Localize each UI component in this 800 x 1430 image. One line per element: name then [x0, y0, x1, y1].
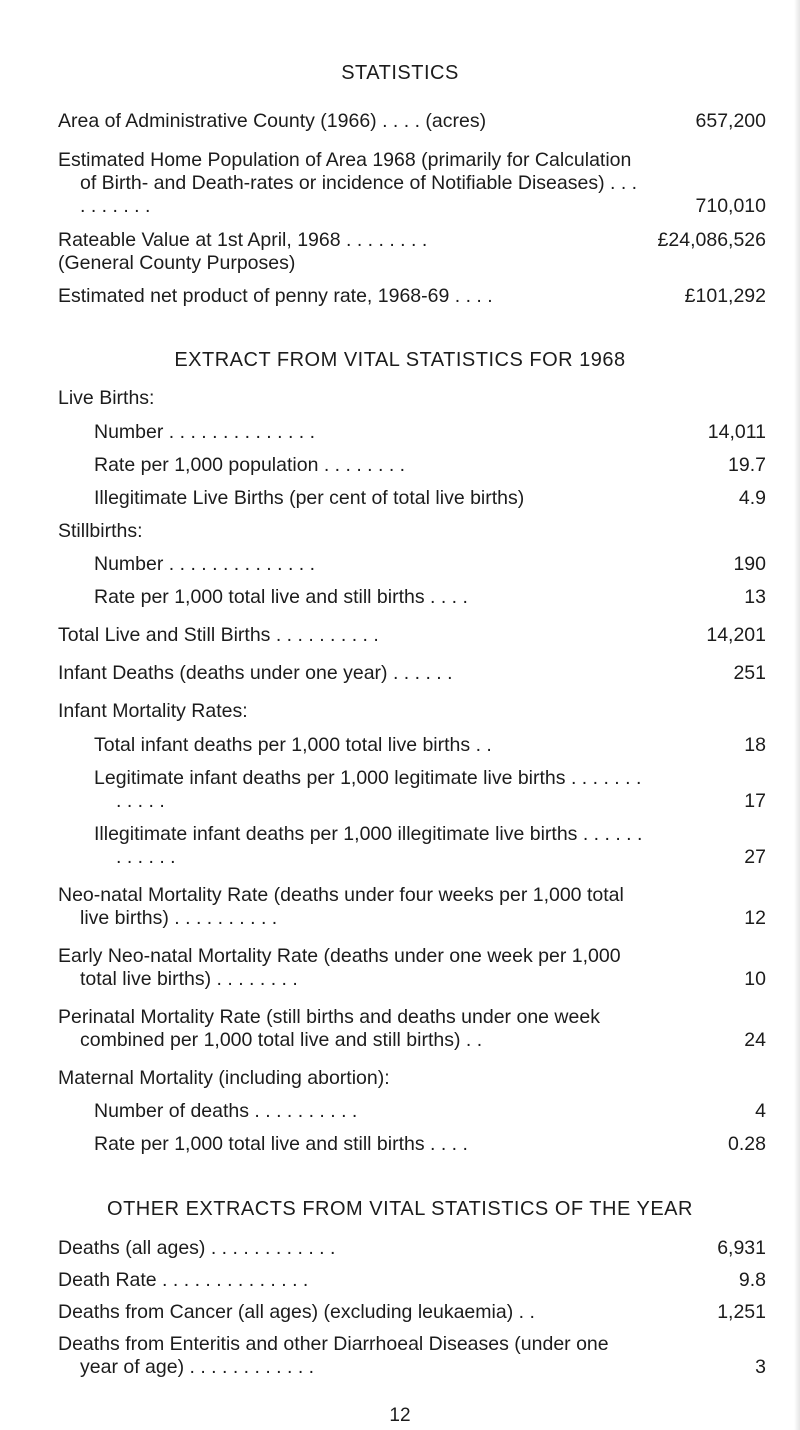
stat-value: £101,292 — [684, 285, 766, 307]
row-label: Early Neo-natal Mortality Rate (deaths under one week per 1,000 total live births) . . . . . . . . — [58, 945, 621, 990]
row-label: Number . . . . . . . . . . . . . . — [94, 553, 316, 575]
deaths-enteritis-row — [58, 1333, 766, 1379]
row-label: Perinatal Mortality Rate (still births and deaths under one week combined per 1,000 total live and still births) . . — [58, 1006, 600, 1051]
deaths-all-ages-row — [58, 1237, 766, 1260]
stat-row-area — [58, 110, 766, 133]
row-label: Rate per 1,000 population . . . . . . . . — [94, 454, 406, 476]
stat-label: Area of Administrative County (1966) . . . . (acres) — [58, 110, 487, 132]
stat-label: Estimated net product of penny rate, 1968-69 . . . . — [58, 285, 493, 307]
statistics-heading: STATISTICS — [341, 62, 459, 84]
live-births-heading: Live Births: — [58, 387, 155, 409]
row-value: 3 — [755, 1356, 766, 1378]
row-label: Rate per 1,000 total live and still births . . . . — [94, 586, 468, 608]
death-rate-row — [58, 1269, 766, 1292]
row-value: 14,201 — [706, 624, 766, 646]
row-value: 190 — [733, 553, 766, 575]
row-value: 17 — [744, 790, 766, 812]
stat-label: Estimated Home Population of Area 1968 (primarily for Calculation of Birth- and Death-rates or incidence of Notifiable Diseases) . . . . . . . . . . — [58, 149, 638, 217]
vital-statistics-heading: EXTRACT FROM VITAL STATISTICS FOR 1968 — [174, 349, 626, 371]
perinatal-mortality-row — [58, 1006, 766, 1052]
row-label: Infant Deaths (deaths under one year) . . . . . . — [58, 662, 453, 684]
row-value: 251 — [733, 662, 766, 684]
row-label: Illegitimate Live Births (per cent of total live births) — [94, 487, 525, 509]
maternal-deaths-number-row — [94, 1100, 766, 1123]
deaths-cancer-row — [58, 1301, 766, 1324]
live-births-number-row — [94, 421, 766, 444]
row-value: 4.9 — [738, 487, 766, 509]
row-value: 24 — [744, 1029, 766, 1051]
stat-row-penny-rate — [58, 285, 766, 308]
row-label: Deaths from Enteritis and other Diarrhoeal Diseases (under one year of age) . . . . . . . . . . . . — [58, 1333, 609, 1378]
row-value: 13 — [744, 586, 766, 608]
row-label: Total infant deaths per 1,000 total live births . . — [94, 734, 492, 756]
row-value: 19.7 — [728, 454, 766, 476]
row-value: 12 — [744, 907, 766, 929]
row-label: Deaths (all ages) . . . . . . . . . . . . — [58, 1237, 336, 1259]
stillbirths-number-row — [94, 553, 766, 576]
row-value: 6,931 — [717, 1237, 766, 1259]
early-neonatal-mortality-row — [58, 945, 766, 991]
imr-legitimate-row — [94, 767, 766, 813]
row-label: Death Rate . . . . . . . . . . . . . . — [58, 1269, 309, 1291]
stillbirths-rate-row — [94, 586, 766, 609]
row-label: Illegitimate infant deaths per 1,000 illegitimate live births . . . . . . . . . . . . — [94, 823, 643, 868]
row-value: 14,011 — [707, 421, 766, 443]
neonatal-mortality-row — [58, 884, 766, 930]
other-extracts-heading: OTHER EXTRACTS FROM VITAL STATISTICS OF THE YEAR — [107, 1198, 693, 1220]
page-number: 12 — [389, 1405, 411, 1426]
live-births-rate-row — [94, 454, 766, 477]
stat-value: £24,086,526 — [657, 229, 766, 251]
maternal-mortality-heading: Maternal Mortality (including abortion): — [58, 1067, 390, 1089]
row-label: Number . . . . . . . . . . . . . . — [94, 421, 316, 443]
infant-mortality-heading: Infant Mortality Rates: — [58, 700, 248, 722]
row-value: 18 — [744, 734, 766, 756]
row-value: 9.8 — [738, 1269, 766, 1291]
imr-total-row — [94, 734, 766, 757]
row-label: Legitimate infant deaths per 1,000 legitimate live births . . . . . . . . . . . . — [94, 767, 642, 812]
stillbirths-heading: Stillbirths: — [58, 520, 143, 542]
row-value: 27 — [744, 846, 766, 868]
stat-label: Rateable Value at 1st April, 1968 . . . . . . . . — [58, 229, 428, 251]
row-value: 4 — [755, 1100, 766, 1122]
stat-row-population — [58, 149, 766, 218]
imr-illegitimate-row — [94, 823, 766, 869]
stat-value: 657,200 — [695, 110, 766, 132]
row-value: 0.28 — [728, 1133, 766, 1155]
row-value: 10 — [744, 968, 766, 990]
maternal-rate-row — [94, 1133, 766, 1156]
stat-value: 710,010 — [695, 195, 766, 217]
page-edge-shadow — [794, 0, 800, 1430]
stat-row-rateable-value — [58, 229, 766, 275]
row-value: 1,251 — [717, 1301, 766, 1323]
row-label: Total Live and Still Births . . . . . . . . . . — [58, 624, 379, 646]
infant-deaths-row — [58, 662, 766, 685]
illegitimate-live-births-row — [94, 487, 766, 510]
stat-label-continued: (General County Purposes) — [58, 252, 296, 274]
row-label: Neo-natal Mortality Rate (deaths under four weeks per 1,000 total live births) . . . . . . . . . . — [58, 884, 624, 929]
row-label: Number of deaths . . . . . . . . . . — [94, 1100, 358, 1122]
total-live-still-births-row — [58, 624, 766, 647]
row-label: Deaths from Cancer (all ages) (excluding leukaemia) . . — [58, 1301, 535, 1323]
row-label: Rate per 1,000 total live and still births . . . . — [94, 1133, 468, 1155]
